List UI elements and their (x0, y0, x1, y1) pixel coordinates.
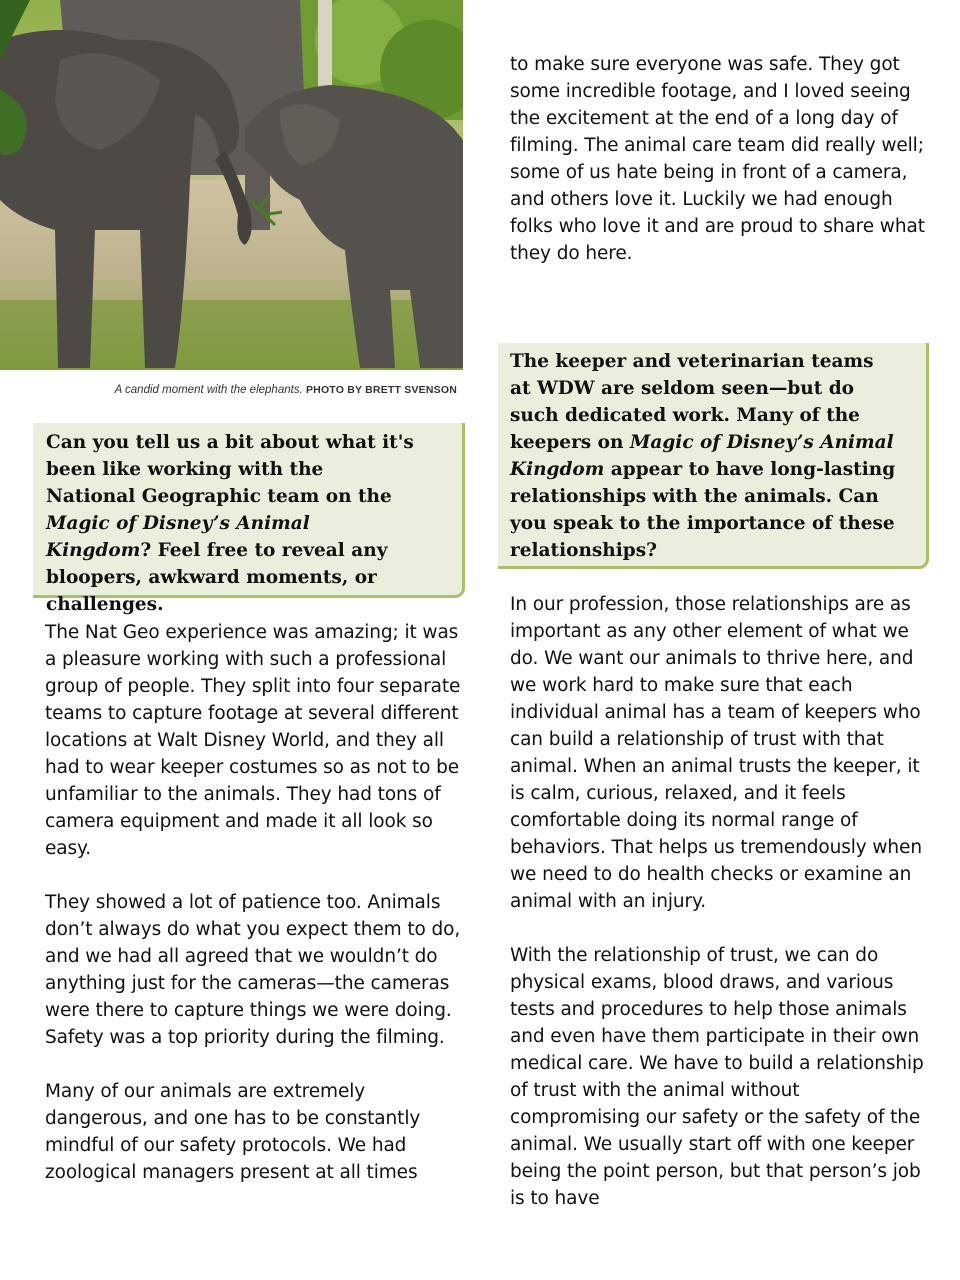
question-box-2 (498, 343, 929, 569)
photo-credit: PHOTO BY BRETT SVENSON (305, 384, 457, 396)
photo-caption (0, 384, 457, 396)
elephants-photo (0, 0, 463, 370)
question-2-part2: appear to have long-lasting relationships with the animals. Can you speak to the importance of these relationships? (510, 459, 896, 561)
question-2-part1: The keeper and veterinarian teams at WDW are seldom seen—but do such dedicated work. Many of the keepers on (510, 351, 874, 453)
question-2-text (498, 343, 926, 564)
question-1-part1: Can you tell us a bit about what it's been like working with the National Geographic team on the (46, 432, 414, 507)
question-1-text (33, 423, 462, 618)
left-paragraph-3: Many of our animals are extremely dangerous, and one has to be constantly mindful of our safety protocols. We had zoological managers present at all times (45, 1081, 421, 1183)
caption-text: A candid moment with the elephants. (114, 384, 303, 396)
right-column-top-text (510, 51, 925, 267)
left-paragraph-2: They showed a lot of patience too. Animals don’t always do what you expect them to do, and we had all agreed that we wouldn’t do anything just for the cameras—the cameras were there to capture things we were doing. Safety was a top priority during the filming. (45, 892, 461, 1048)
right-top-paragraph: to make sure everyone was safe. They got some incredible footage, and I loved seeing the excitement at the end of a long day of filming. The animal care team did really well; some of us hate being in front of a camera, and others love it. Luckily we had enough folks who love it and are proud to share what they do here. (510, 54, 925, 264)
right-column-text (510, 591, 925, 1212)
question-1-part2: ? Feel free to reveal any bloopers, awkward moments, or challenges. (46, 540, 388, 615)
elephants-illustration (0, 0, 463, 370)
right-paragraph-1: In our profession, those relationships are as important as any other element of what we do. We want our animals to thrive here, and we work hard to make sure that each individual animal has a team of keepers who can build a relationship of trust with that animal. When an animal trusts the keeper, it is calm, curious, relaxed, and it feels comfortable doing its normal range of behaviors. That helps us tremendously when we need to do health checks or examine an animal with an injury. (510, 594, 922, 912)
question-1-show-title: Magic of Disney’s Animal Kingdom (46, 513, 310, 561)
left-column-text (45, 619, 465, 1186)
right-paragraph-2: With the relationship of trust, we can do physical exams, blood draws, and various tests and procedures to help those animals and even have them participate in their own medical care. We have to build a relationship of trust with the animal without compromising our safety or the safety of the animal. We usually start off with one keeper being the point person, but that person’s job is to have (510, 945, 924, 1209)
question-2-show-title: Magic of Disney’s Animal Kingdom (510, 432, 894, 480)
left-paragraph-1: The Nat Geo experience was amazing; it was a pleasure working with such a professional group of people. They split into four separate teams to capture footage at several different locations at Walt Disney World, and they all had to wear keeper costumes so as not to be unfamiliar to the animals. They had tons of camera equipment and made it all look so easy. (45, 622, 461, 859)
question-box-1 (33, 423, 465, 615)
